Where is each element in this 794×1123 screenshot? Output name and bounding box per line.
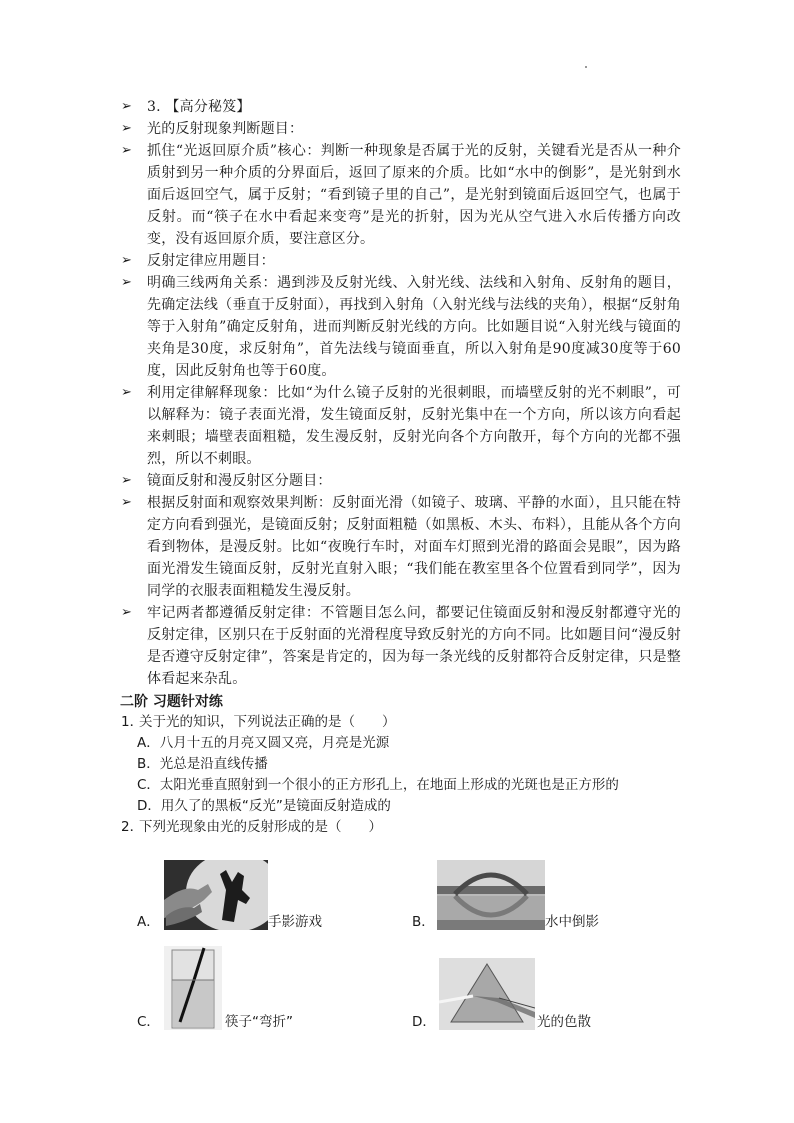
- question-stem: 2．下列光现象由光的反射形成的是（ ）: [121, 819, 382, 835]
- choice-row-1: [121, 838, 681, 934]
- choice-a: A． 手影游戏: [137, 838, 397, 930]
- arrow-bullet-icon: ➢: [121, 143, 133, 158]
- choice-d: D． 光的色散: [412, 934, 672, 1030]
- option-d: D．用久了的黑板“反光”是镜面反射造成的: [137, 798, 391, 814]
- question-1: [121, 712, 681, 817]
- tip-item: ➢ 3. 【高分秘笈】: [121, 96, 681, 118]
- section-title: 二阶 习题针对练: [120, 694, 223, 710]
- option-c: C．太阳光垂直照射到一个很小的正方形孔上，在地面上形成的光斑也是正方形的: [137, 777, 619, 793]
- prism-dispersion-image: [439, 958, 535, 1030]
- tip-item: ➢ 明确三线两角关系：遇到涉及反射光线、入射光线、法线和入射角、反射角的题目，先确定法线（垂直于反射面），再找到入射角（入射光线与法线的夹角），根据“反射角等于入射角”确定反射角，进而判断反射光线的方向。比如题目说“入射光线与镜面的夹角是30度，求反射角”，首先法线与镜面垂直，所以入射角是90度减30度等于60度，因此反射角也等于60度。: [121, 272, 681, 382]
- chopstick-in-water-image: [164, 946, 222, 1030]
- tip-item: ➢ 光的反射现象判断题目：: [121, 118, 681, 140]
- arrow-bullet-icon: ➢: [121, 275, 133, 290]
- choice-b: B． 水中倒影: [412, 838, 672, 930]
- document-page: [121, 96, 681, 1034]
- tips-section: [121, 96, 681, 690]
- hand-shadow-image: [164, 860, 268, 930]
- tip-item: ➢ 利用定律解释现象：比如“为什么镜子反射的光很刺眼，而墙壁反射的光不刺眼”，可以解释为：镜子表面光滑，发生镜面反射，反射光集中在一个方向，所以该方向看起来刺眼；墙壁表面粗糙，发生漫反射，反射光向各个方向散开，每个方向的光都不强烈，所以不刺眼。: [121, 382, 681, 470]
- tip-item: ➢ 镜面反射和漫反射区分题目：: [121, 470, 681, 492]
- arrow-bullet-icon: ➢: [121, 605, 133, 620]
- question-stem: 1．关于光的知识，下列说法正确的是（ ）: [121, 714, 396, 730]
- arrow-bullet-icon: ➢: [121, 121, 133, 136]
- option-a: A．八月十五的月亮又圆又亮，月亮是光源: [137, 735, 390, 751]
- option-b: B．光总是沿直线传播: [137, 756, 268, 772]
- tip-item: ➢ 反射定律应用题目：: [121, 250, 681, 272]
- arrow-bullet-icon: ➢: [121, 495, 133, 510]
- page-mark: [585, 66, 587, 68]
- arrow-bullet-icon: ➢: [121, 253, 133, 268]
- tip-item: ➢ 牢记两者都遵循反射定律：不管题目怎么问，都要记住镜面反射和漫反射都遵守光的反射定律，区别只在于反射面的光滑程度导致反射光的方向不同。比如题目问“漫反射是否遵守反射定律”，答案是肯定的，因为每一条光线的反射都符合反射定律，只是整体看起来杂乱。: [121, 602, 681, 690]
- arrow-bullet-icon: ➢: [121, 99, 133, 114]
- question-2: [121, 817, 681, 1034]
- choice-c: C． 筷子“弯折”: [137, 934, 397, 1030]
- tip-item: ➢ 抓住“光返回原介质”核心：判断一种现象是否属于光的反射，关键看光是否从一种介质射到另一种介质的分界面后，返回了原来的介质。比如“水中的倒影”，是光射到水面后返回空气，属于反射；“看到镜子里的自己”，是光射到镜面后返回空气，也属于反射。而“筷子在水中看起来变弯”是光的折射，因为光从空气进入水后传播方向改变，没有返回原介质，要注意区分。: [121, 140, 681, 250]
- bridge-reflection-image: [437, 860, 545, 930]
- tip-item: ➢ 根据反射面和观察效果判断：反射面光滑（如镜子、玻璃、平静的水面），且只能在特定方向看到强光，是镜面反射；反射面粗糙（如黑板、木头、布料），且能从各个方向看到物体，是漫反射。比如“夜晚行车时，对面车灯照到光滑的路面会晃眼”，因为路面光滑发生镜面反射，反射光直射入眼；“我们能在教室里各个位置看到同学”，因为同学的衣服表面粗糙发生漫反射。: [121, 492, 681, 602]
- arrow-bullet-icon: ➢: [121, 473, 133, 488]
- arrow-bullet-icon: ➢: [121, 385, 133, 400]
- choice-row-2: [121, 934, 681, 1034]
